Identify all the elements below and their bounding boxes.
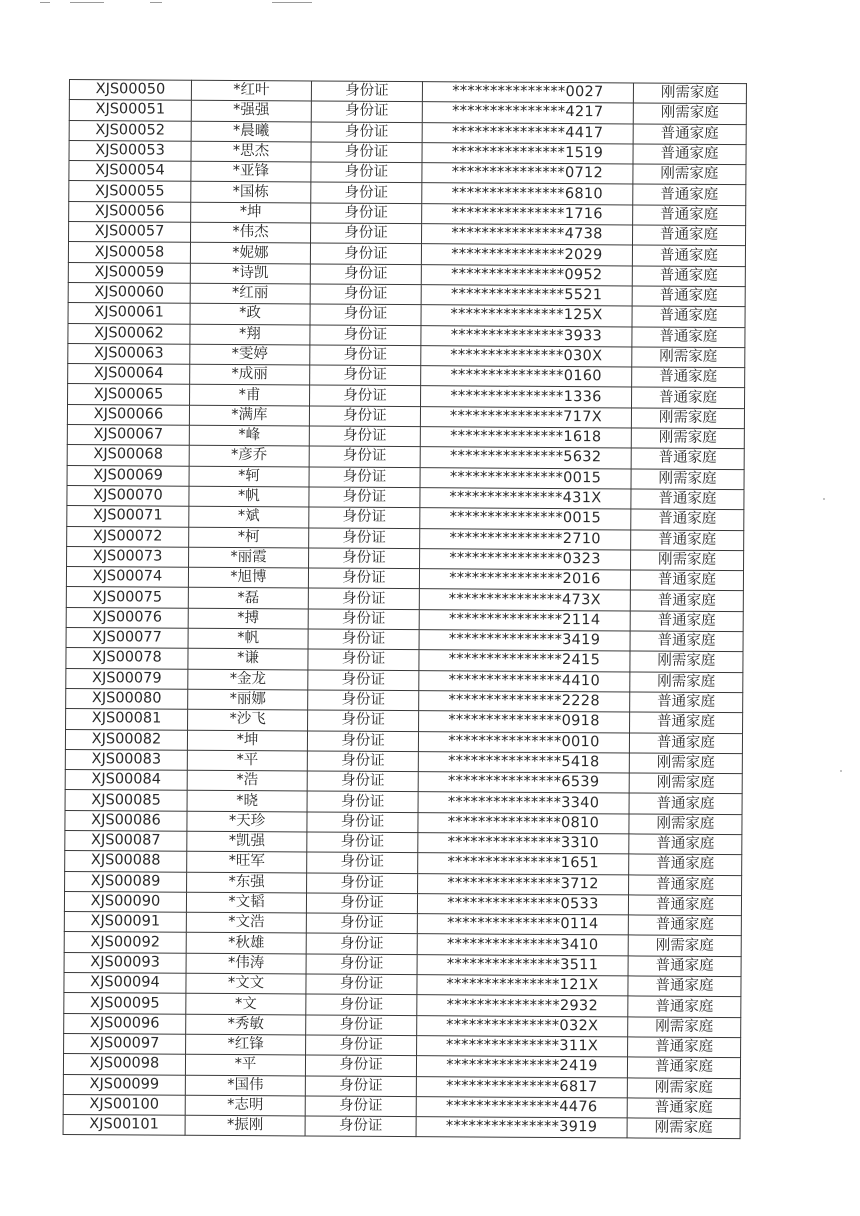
cell-id-number: ***************0027	[422, 82, 633, 104]
cell-id-number: ***************6810	[422, 183, 633, 205]
cell-name: *伟杰	[191, 222, 311, 243]
cell-name: *雯婷	[190, 344, 310, 365]
cell-family-category: 刚需家庭	[631, 469, 744, 490]
cell-document-type: 身份证	[305, 1096, 416, 1117]
cell-id-number: ***************6539	[418, 772, 629, 794]
cell-id-number: ***************032X	[417, 1015, 628, 1037]
cell-serial: XJS00054	[69, 161, 191, 182]
cell-family-category: 普通家庭	[630, 712, 743, 733]
cell-id-number: ***************3340	[418, 792, 629, 814]
cell-document-type: 身份证	[306, 954, 417, 975]
cell-document-type: 身份证	[309, 406, 420, 427]
cell-name: *彦乔	[189, 446, 309, 467]
cell-serial: XJS00080	[66, 688, 188, 709]
cell-id-number: ***************5418	[418, 751, 629, 773]
cell-serial: XJS00052	[69, 120, 191, 141]
cell-family-category: 普通家庭	[629, 875, 742, 896]
cell-name: *红丽	[190, 283, 310, 304]
cell-id-number: ***************2016	[419, 569, 630, 591]
cell-name: *秋雄	[186, 933, 306, 954]
cell-id-number: ***************0010	[418, 731, 629, 753]
cell-serial: XJS00088	[65, 851, 187, 872]
cell-name: *文	[186, 994, 306, 1015]
cell-id-number: ***************2029	[421, 244, 632, 266]
cell-id-number: ***************0015	[420, 508, 631, 530]
cell-family-category: 普通家庭	[628, 956, 741, 977]
cell-family-category: 普通家庭	[633, 124, 746, 145]
cell-name: *妮娜	[190, 243, 310, 264]
cell-document-type: 身份证	[310, 365, 421, 386]
cell-document-type: 身份证	[306, 1035, 417, 1056]
cell-name: *振刚	[185, 1115, 305, 1136]
cell-id-number: ***************473X	[419, 589, 630, 611]
cell-family-category: 刚需家庭	[628, 1017, 741, 1038]
table-row	[63, 1115, 740, 1139]
cell-id-number: ***************1716	[422, 203, 633, 225]
cell-name: *峰	[189, 425, 309, 446]
cell-id-number: ***************0918	[419, 711, 630, 733]
cell-family-category: 刚需家庭	[627, 1118, 740, 1139]
cell-name: *秀敏	[186, 1014, 306, 1035]
cell-name: *晓	[187, 791, 307, 812]
cell-serial: XJS00093	[64, 952, 186, 973]
cell-id-number: ***************0015	[420, 467, 631, 489]
cell-serial: XJS00085	[65, 790, 187, 811]
cell-document-type: 身份证	[311, 182, 422, 203]
cell-id-number: ***************0160	[421, 366, 632, 388]
cell-document-type: 身份证	[311, 223, 422, 244]
cell-name: *帆	[189, 486, 309, 507]
cell-document-type: 身份证	[310, 304, 421, 325]
cell-serial: XJS00090	[64, 891, 186, 912]
cell-id-number: ***************030X	[421, 346, 632, 368]
cell-serial: XJS00095	[64, 993, 186, 1014]
cell-name: *丽霞	[189, 547, 309, 568]
cell-family-category: 刚需家庭	[632, 347, 745, 368]
cell-family-category: 普通家庭	[628, 915, 741, 936]
cell-serial: XJS00051	[69, 100, 191, 121]
cell-id-number: ***************2932	[417, 995, 628, 1017]
cell-family-category: 普通家庭	[633, 144, 746, 165]
cell-family-category: 普通家庭	[627, 1057, 740, 1078]
cell-id-number: ***************0712	[422, 163, 633, 185]
cell-id-number: ***************3919	[416, 1117, 627, 1139]
cell-family-category: 普通家庭	[631, 489, 744, 510]
cell-name: *政	[190, 304, 310, 325]
cell-family-category: 普通家庭	[628, 1037, 741, 1058]
cell-family-category: 普通家庭	[630, 611, 743, 632]
cell-name: *强强	[191, 101, 311, 122]
cell-id-number: ***************0533	[417, 894, 628, 916]
cell-name: *晨曦	[191, 121, 311, 142]
cell-serial: XJS00050	[69, 80, 191, 101]
cell-document-type: 身份证	[308, 649, 419, 670]
cell-serial: XJS00101	[63, 1115, 185, 1136]
cell-name: *平	[187, 750, 307, 771]
cell-serial: XJS00074	[66, 567, 188, 588]
cell-name: *思杰	[191, 141, 311, 162]
cell-id-number: ***************4217	[422, 102, 633, 124]
cell-id-number: ***************0810	[418, 812, 629, 834]
cell-family-category: 刚需家庭	[629, 753, 742, 774]
cell-family-category: 普通家庭	[632, 327, 745, 348]
cell-id-number: ***************2415	[419, 650, 630, 672]
cell-serial: XJS00077	[66, 628, 188, 649]
cell-document-type: 身份证	[306, 913, 417, 934]
cell-id-number: ***************0114	[417, 914, 628, 936]
cell-id-number: ***************4410	[419, 670, 630, 692]
cell-name: *浩	[187, 770, 307, 791]
cell-family-category: 普通家庭	[629, 834, 742, 855]
cell-serial: XJS00060	[68, 282, 190, 303]
scan-edge-marks	[40, 0, 340, 6]
cell-family-category: 普通家庭	[632, 245, 745, 266]
scan-speck	[823, 498, 825, 500]
cell-family-category: 普通家庭	[633, 205, 746, 226]
cell-serial: XJS00064	[68, 364, 190, 385]
cell-serial: XJS00082	[65, 729, 187, 750]
cell-id-number: ***************2114	[419, 609, 630, 631]
cell-id-number: ***************1336	[421, 386, 632, 408]
cell-name: *国栋	[191, 182, 311, 203]
cell-name: *斌	[189, 506, 309, 527]
cell-family-category: 普通家庭	[631, 529, 744, 550]
cell-document-type: 身份证	[308, 690, 419, 711]
cell-name: *诗凯	[190, 263, 310, 284]
cell-name: *文韬	[186, 892, 306, 913]
cell-family-category: 普通家庭	[629, 732, 742, 753]
cell-document-type: 身份证	[308, 710, 419, 731]
cell-document-type: 身份证	[309, 548, 420, 569]
cell-family-category: 普通家庭	[633, 184, 746, 205]
cell-document-type: 身份证	[308, 588, 419, 609]
cell-id-number: ***************431X	[420, 488, 631, 510]
cell-document-type: 身份证	[311, 122, 422, 143]
cell-serial: XJS00086	[65, 810, 187, 831]
cell-document-type: 身份证	[306, 893, 417, 914]
cell-document-type: 身份证	[305, 1116, 416, 1137]
cell-name: *轲	[189, 466, 309, 487]
cell-id-number: ***************2710	[420, 528, 631, 550]
cell-family-category: 普通家庭	[632, 367, 745, 388]
cell-document-type: 身份证	[310, 243, 421, 264]
cell-document-type: 身份证	[308, 629, 419, 650]
cell-serial: XJS00059	[68, 262, 190, 283]
cell-serial: XJS00084	[65, 770, 187, 791]
cell-document-type: 身份证	[307, 832, 418, 853]
cell-family-category: 刚需家庭	[633, 164, 746, 185]
applicant-table	[63, 79, 747, 1140]
cell-serial: XJS00056	[69, 201, 191, 222]
cell-name: *平	[185, 1054, 305, 1075]
cell-family-category: 刚需家庭	[629, 773, 742, 794]
cell-document-type: 身份证	[306, 933, 417, 954]
cell-id-number: ***************121X	[417, 975, 628, 997]
cell-id-number: ***************1651	[418, 853, 629, 875]
cell-id-number: ***************311X	[417, 1036, 628, 1058]
cell-document-type: 身份证	[310, 325, 421, 346]
cell-name: *谦	[188, 649, 308, 670]
cell-name: *国伟	[185, 1075, 305, 1096]
cell-family-category: 普通家庭	[630, 590, 743, 611]
cell-id-number: ***************3511	[417, 954, 628, 976]
cell-document-type: 身份证	[311, 203, 422, 224]
cell-id-number: ***************4476	[416, 1096, 627, 1118]
cell-serial: XJS00079	[66, 668, 188, 689]
cell-name: *志明	[185, 1095, 305, 1116]
cell-name: *帆	[188, 628, 308, 649]
cell-serial: XJS00072	[67, 526, 189, 547]
cell-serial: XJS00053	[69, 140, 191, 161]
cell-family-category: 刚需家庭	[633, 103, 746, 124]
cell-document-type: 身份证	[311, 101, 422, 122]
cell-family-category: 刚需家庭	[631, 408, 744, 429]
cell-family-category: 普通家庭	[631, 448, 744, 469]
cell-id-number: ***************4417	[422, 122, 633, 144]
cell-document-type: 身份证	[307, 751, 418, 772]
cell-family-category: 刚需家庭	[629, 814, 742, 835]
cell-document-type: 身份证	[309, 467, 420, 488]
cell-id-number: ***************5521	[421, 285, 632, 307]
cell-document-type: 身份证	[310, 284, 421, 305]
scan-speck	[840, 770, 842, 772]
cell-family-category: 普通家庭	[630, 631, 743, 652]
cell-serial: XJS00099	[63, 1074, 185, 1095]
cell-serial: XJS00075	[66, 587, 188, 608]
cell-serial: XJS00070	[67, 485, 189, 506]
cell-id-number: ***************5632	[420, 447, 631, 469]
cell-document-type: 身份证	[307, 873, 418, 894]
cell-name: *甫	[190, 385, 310, 406]
cell-serial: XJS00089	[65, 871, 187, 892]
cell-serial: XJS00081	[66, 709, 188, 730]
cell-family-category: 刚需家庭	[631, 550, 744, 571]
cell-serial: XJS00096	[64, 1013, 186, 1034]
cell-name: *磊	[188, 588, 308, 609]
cell-document-type: 身份证	[305, 1076, 416, 1097]
cell-document-type: 身份证	[308, 670, 419, 691]
cell-name: *旺军	[187, 852, 307, 873]
cell-serial: XJS00063	[68, 343, 190, 364]
cell-document-type: 身份证	[307, 730, 418, 751]
cell-family-category: 普通家庭	[629, 854, 742, 875]
cell-family-category: 普通家庭	[630, 570, 743, 591]
cell-family-category: 普通家庭	[632, 266, 745, 287]
cell-document-type: 身份证	[309, 528, 420, 549]
cell-document-type: 身份证	[310, 385, 421, 406]
cell-family-category: 刚需家庭	[628, 935, 741, 956]
cell-id-number: ***************4738	[421, 224, 632, 246]
cell-family-category: 刚需家庭	[631, 428, 744, 449]
table-body	[63, 80, 746, 1140]
cell-id-number: ***************6817	[416, 1076, 627, 1098]
cell-family-category: 刚需家庭	[627, 1077, 740, 1098]
cell-name: *伟涛	[186, 953, 306, 974]
cell-serial: XJS00083	[65, 749, 187, 770]
cell-family-category: 刚需家庭	[630, 672, 743, 693]
cell-name: *天珍	[187, 811, 307, 832]
cell-document-type: 身份证	[306, 1015, 417, 1036]
cell-serial: XJS00076	[66, 607, 188, 628]
cell-document-type: 身份证	[306, 974, 417, 995]
cell-family-category: 普通家庭	[627, 1098, 740, 1119]
cell-family-category: 刚需家庭	[633, 83, 746, 104]
cell-id-number: ***************3410	[417, 934, 628, 956]
cell-id-number: ***************3419	[419, 630, 630, 652]
cell-id-number: ***************3310	[418, 833, 629, 855]
cell-serial: XJS00069	[67, 465, 189, 486]
cell-serial: XJS00087	[65, 830, 187, 851]
cell-document-type: 身份证	[309, 446, 420, 467]
cell-family-category: 刚需家庭	[630, 651, 743, 672]
cell-serial: XJS00057	[69, 222, 191, 243]
cell-id-number: ***************1519	[422, 143, 633, 165]
cell-serial: XJS00055	[69, 181, 191, 202]
cell-document-type: 身份证	[311, 162, 422, 183]
cell-id-number: ***************3712	[418, 873, 629, 895]
cell-serial: XJS00068	[67, 445, 189, 466]
cell-serial: XJS00061	[68, 303, 190, 324]
cell-serial: XJS00067	[67, 425, 189, 446]
cell-name: *满库	[189, 405, 309, 426]
cell-serial: XJS00100	[63, 1094, 185, 1115]
cell-document-type: 身份证	[307, 771, 418, 792]
cell-name: *沙飞	[188, 709, 308, 730]
cell-id-number: ***************3933	[421, 325, 632, 347]
cell-id-number: ***************0952	[421, 264, 632, 286]
cell-document-type: 身份证	[311, 142, 422, 163]
cell-name: *翔	[190, 324, 310, 345]
cell-family-category: 普通家庭	[632, 225, 745, 246]
cell-name: *文浩	[186, 912, 306, 933]
cell-name: *成丽	[190, 364, 310, 385]
cell-family-category: 普通家庭	[628, 895, 741, 916]
cell-serial: XJS00073	[67, 546, 189, 567]
cell-name: *旭博	[188, 567, 308, 588]
cell-serial: XJS00062	[68, 323, 190, 344]
cell-document-type: 身份证	[305, 1055, 416, 1076]
cell-serial: XJS00092	[64, 932, 186, 953]
cell-document-type: 身份证	[308, 609, 419, 630]
cell-document-type: 身份证	[311, 81, 422, 102]
cell-name: *丽娜	[188, 689, 308, 710]
cell-name: *搏	[188, 608, 308, 629]
cell-serial: XJS00065	[68, 384, 190, 405]
cell-document-type: 身份证	[307, 791, 418, 812]
cell-serial: XJS00078	[66, 648, 188, 669]
cell-name: *金龙	[188, 669, 308, 690]
cell-document-type: 身份证	[309, 507, 420, 528]
cell-family-category: 普通家庭	[630, 692, 743, 713]
cell-serial: XJS00071	[67, 506, 189, 527]
cell-name: *亚锋	[191, 161, 311, 182]
cell-family-category: 普通家庭	[629, 793, 742, 814]
cell-family-category: 普通家庭	[632, 387, 745, 408]
cell-id-number: ***************1618	[420, 427, 631, 449]
cell-document-type: 身份证	[306, 994, 417, 1015]
cell-document-type: 身份证	[307, 852, 418, 873]
cell-document-type: 身份证	[310, 264, 421, 285]
cell-serial: XJS00058	[68, 242, 190, 263]
cell-serial: XJS00098	[63, 1054, 185, 1075]
cell-id-number: ***************0323	[420, 548, 631, 570]
cell-document-type: 身份证	[307, 812, 418, 833]
cell-serial: XJS00094	[64, 973, 186, 994]
cell-name: *东强	[187, 872, 307, 893]
cell-id-number: ***************2419	[416, 1056, 627, 1078]
cell-name: *坤	[187, 730, 307, 751]
cell-family-category: 普通家庭	[628, 976, 741, 997]
cell-family-category: 普通家庭	[628, 996, 741, 1017]
cell-name: *红锋	[186, 1034, 306, 1055]
cell-name: *坤	[191, 202, 311, 223]
cell-name: *柯	[189, 527, 309, 548]
cell-id-number: ***************2228	[419, 691, 630, 713]
cell-id-number: ***************125X	[421, 305, 632, 327]
cell-family-category: 普通家庭	[632, 306, 745, 327]
cell-family-category: 普通家庭	[632, 286, 745, 307]
cell-serial: XJS00097	[64, 1033, 186, 1054]
cell-family-category: 普通家庭	[631, 509, 744, 530]
cell-name: *文文	[186, 973, 306, 994]
cell-name: *凯强	[187, 831, 307, 852]
cell-document-type: 身份证	[310, 345, 421, 366]
cell-id-number: ***************717X	[420, 406, 631, 428]
cell-name: *红叶	[191, 80, 311, 101]
cell-document-type: 身份证	[308, 568, 419, 589]
cell-document-type: 身份证	[309, 487, 420, 508]
cell-serial: XJS00091	[64, 912, 186, 933]
cell-serial: XJS00066	[67, 404, 189, 425]
cell-document-type: 身份证	[309, 426, 420, 447]
